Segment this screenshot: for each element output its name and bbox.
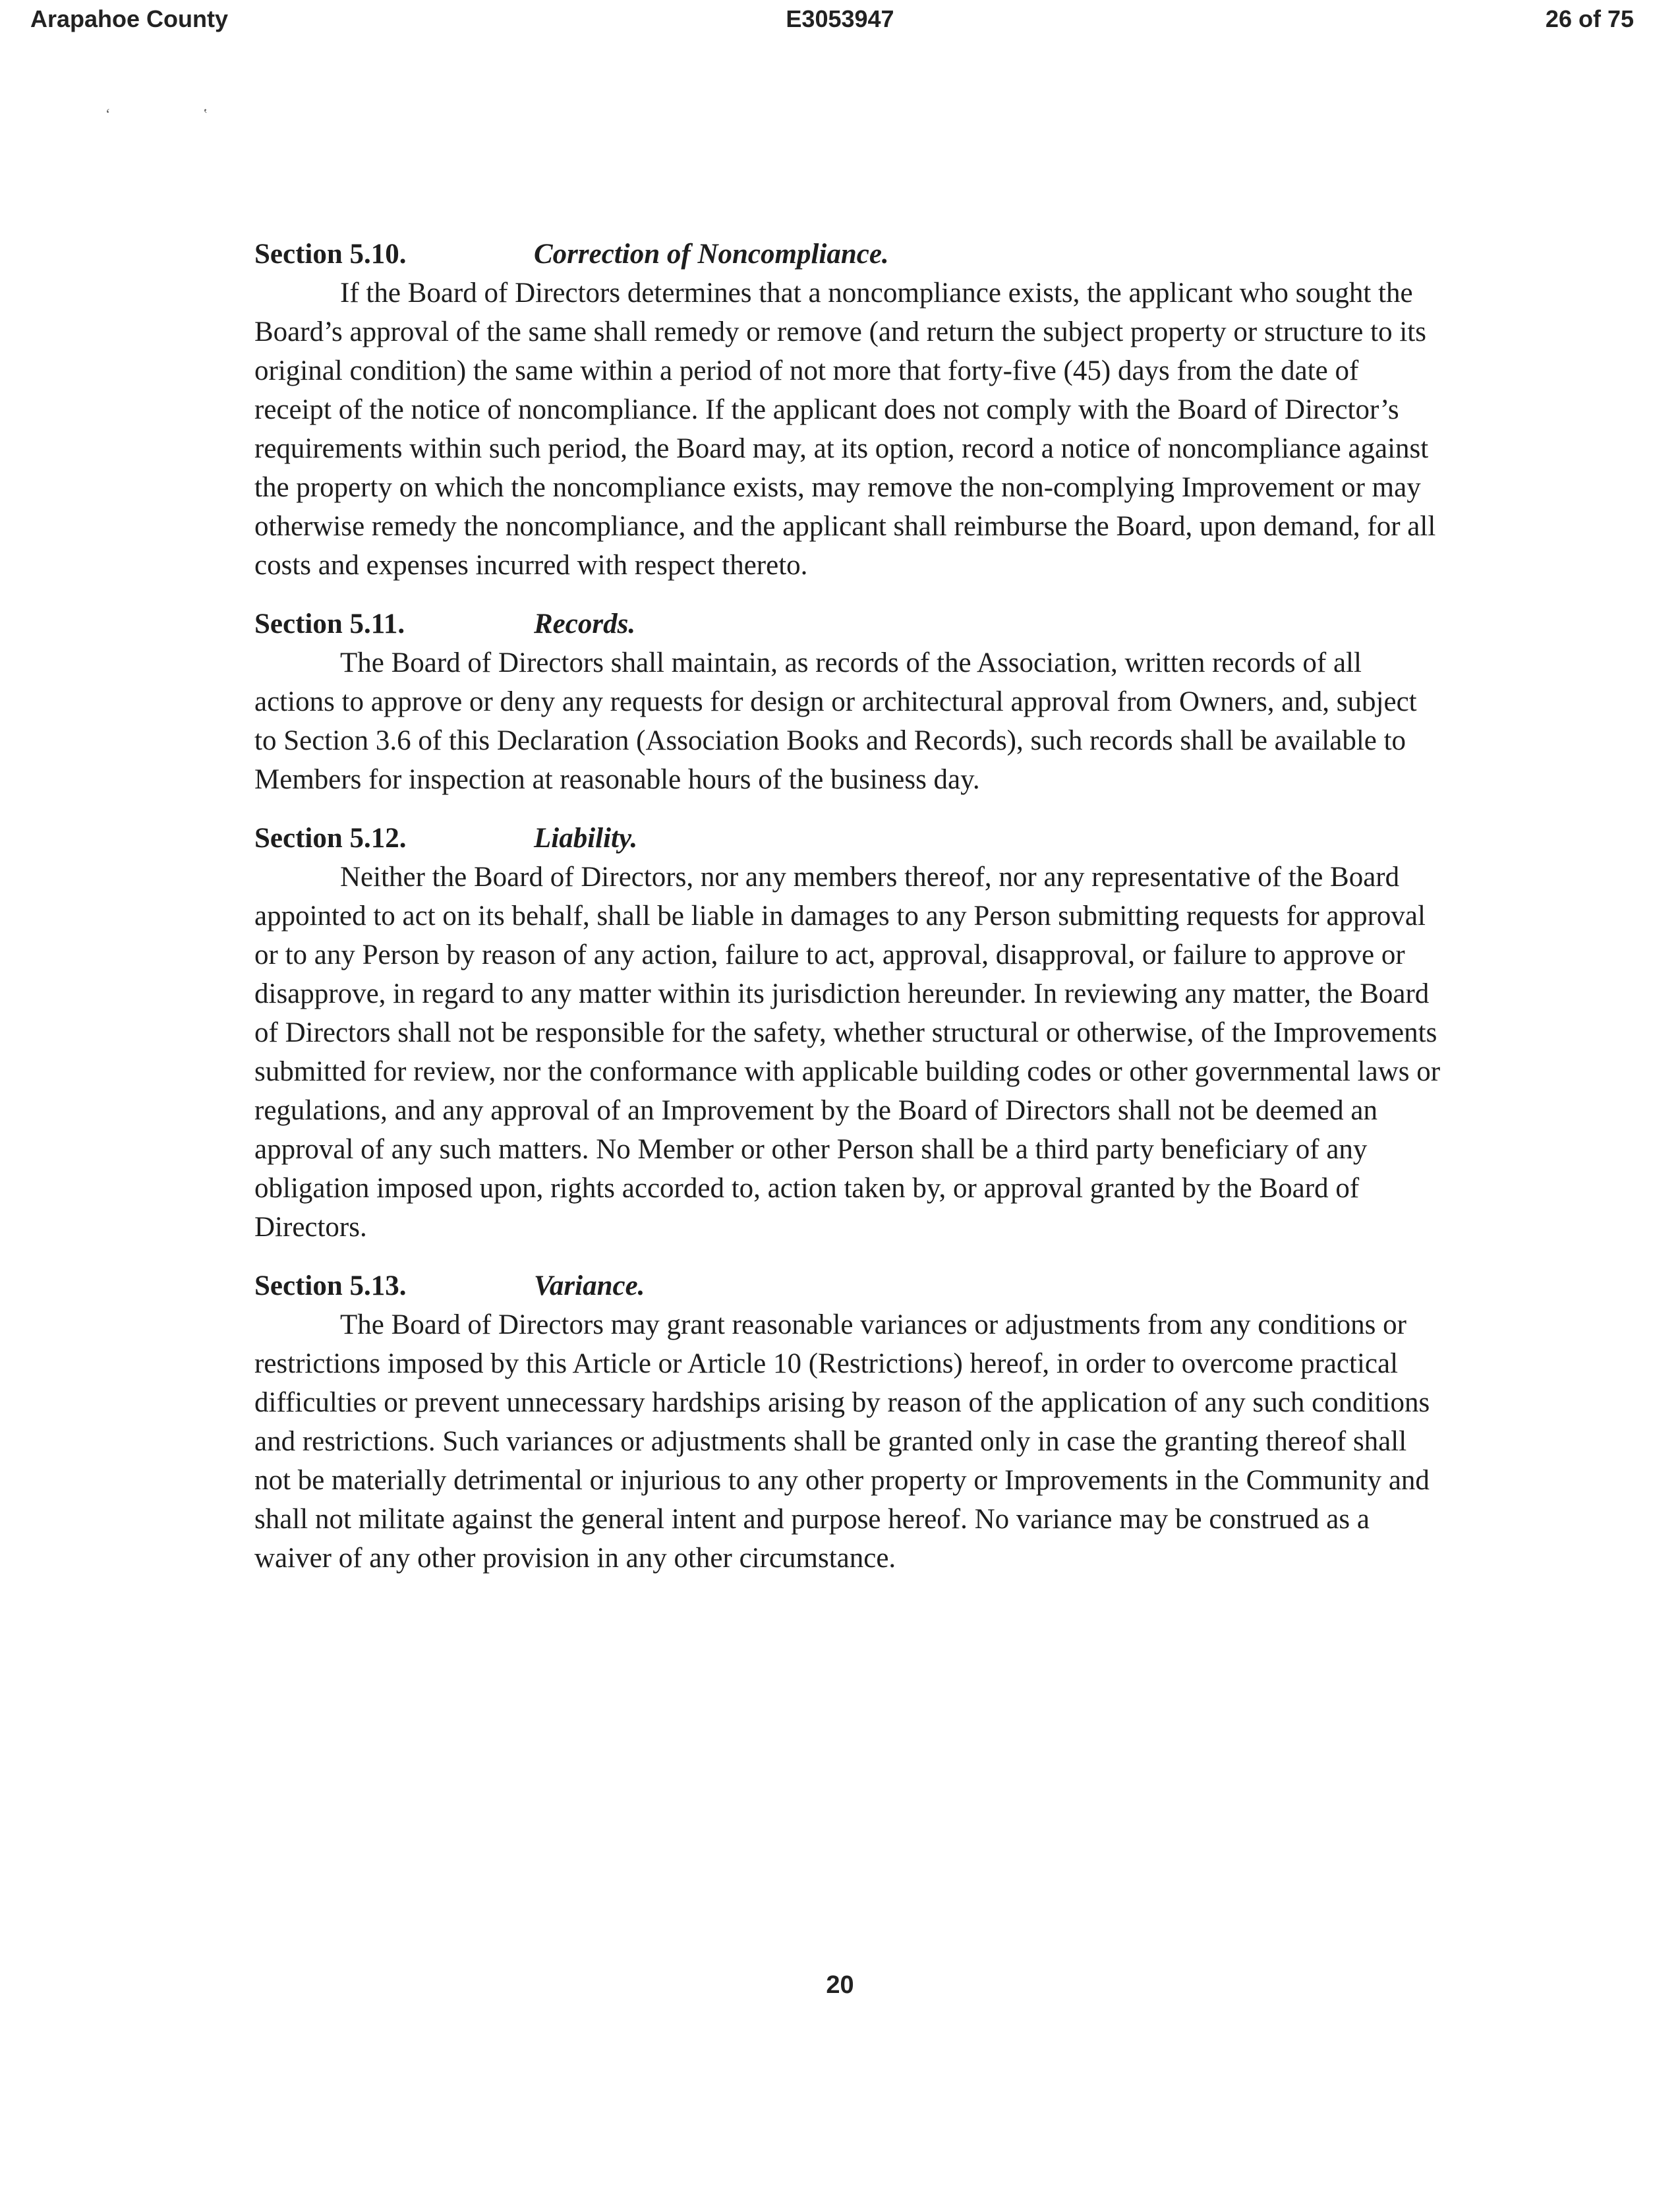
section-heading: [254, 819, 1441, 858]
section-title: Records.: [534, 609, 636, 639]
scan-mark-left: ‘: [105, 105, 111, 122]
section-title: Liability.: [534, 823, 638, 854]
section-body: The Board of Directors may grant reasonable variances or adjustments from any conditions or restrictions imposed by this Article or Article 10 (Restrictions) hereof, in order to overcome practical difficulties or prevent unnecessary hardships arising by reason of the application of any such conditions and restrictions. Such variances or adjustments shall be granted only in case the granting thereof shall not be materially detrimental or injurious to any other property or Improvements in the Community and shall not militate against the general intent and purpose hereof. No variance may be construed as a waiver of any other provision in any other circumstance.: [254, 1309, 1430, 1574]
section-heading: [254, 605, 1441, 643]
page-count: 26 of 75: [1545, 5, 1634, 32]
scan-mark-right: ‛: [203, 105, 208, 122]
page-number: 20: [826, 1971, 854, 1999]
section-body: The Board of Directors shall maintain, as records of the Association, written records of all actions to approve or deny any requests for design or architectural approval from Owners, and, subject to Section 3.6 of this Declaration (Association Books and Records), such records shall be available to Members for inspection at reasonable hours of the business day.: [254, 647, 1417, 795]
section-5-11: [254, 605, 1441, 799]
document-body: [254, 235, 1441, 1597]
section-heading: [254, 235, 1441, 274]
page-header: [0, 5, 1680, 45]
section-title: Variance.: [534, 1270, 645, 1301]
section-heading: [254, 1266, 1441, 1305]
section-title: Correction of Noncompliance.: [534, 239, 889, 270]
section-5-10: [254, 235, 1441, 585]
section-number: Section 5.12.: [254, 823, 407, 854]
section-number: Section 5.11.: [254, 609, 405, 639]
section-body: If the Board of Directors determines that a noncompliance exists, the applicant who sought the Board’s approval of the same shall remedy or remove (and return the subject property or structure to its original condition) the same within a period of not more that forty-five (45) days from the date of receipt of the notice of noncompliance. If the applicant does not comply with the Board of Director’s requirements within such period, the Board may, at its option, record a notice of noncompliance against the property on which the noncompliance exists, may remove the non-complying Improvement or may otherwise remedy the noncompliance, and the applicant shall reimburse the Board, upon demand, for all costs and expenses incurred with respect thereto.: [254, 278, 1436, 581]
section-number: Section 5.13.: [254, 1270, 407, 1301]
county-name: Arapahoe County: [30, 5, 229, 32]
section-5-12: [254, 819, 1441, 1247]
section-5-13: [254, 1266, 1441, 1578]
section-number: Section 5.10.: [254, 239, 407, 270]
document-id: E3053947: [786, 5, 894, 32]
section-body: Neither the Board of Directors, nor any members thereof, nor any representative of the Board appointed to act on its behalf, shall be liable in damages to any Person submitting requests for approval or to any Person by reason of any action, failure to act, approval, disapproval, or failure to approve or disapprove, in regard to any matter within its jurisdiction hereunder. In reviewing any matter, the Board of Directors shall not be responsible for the safety, whether structural or otherwise, of the Improvements submitted for review, nor the conformance with applicable building codes or other governmental laws or regulations, and any approval of an Improvement by the Board of Directors shall not be deemed an approval of any such matters. No Member or other Person shall be a third party beneficiary of any obligation imposed upon, rights accorded to, action taken by, or approval granted by the Board of Directors.: [254, 862, 1441, 1243]
